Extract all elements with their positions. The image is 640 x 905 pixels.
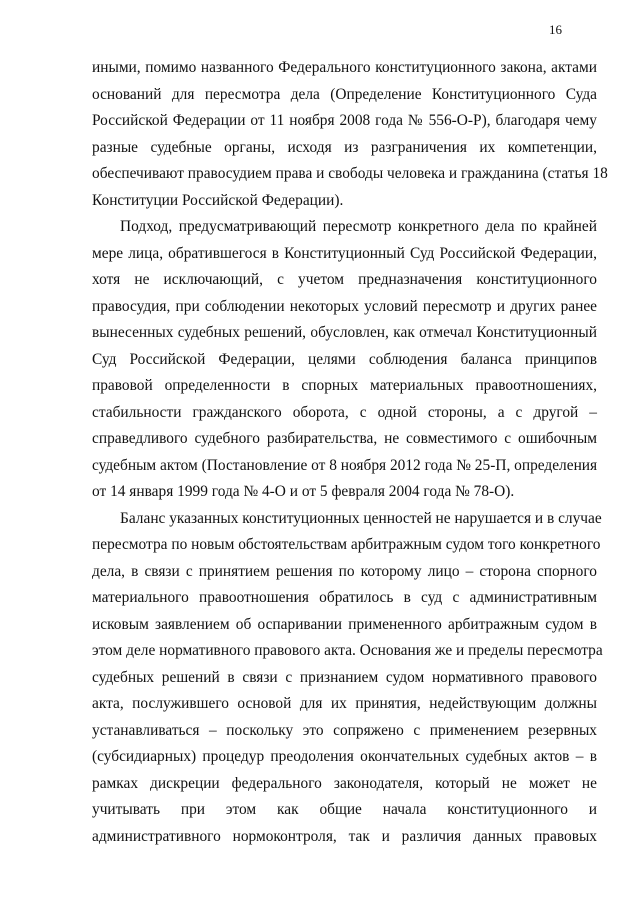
text-line: оснований для пересмотра дела (Определение Конституционного Суда bbox=[92, 85, 597, 103]
text-line: стабильности гражданского оборота, с одной стороны, а с другой – bbox=[92, 403, 597, 421]
text-line: обеспечивают правосудием права и свободы человека и гражданина (статья 18 bbox=[92, 165, 608, 182]
text-line: хотя не исключающий, с учетом предназначения конституционного bbox=[92, 271, 597, 288]
page-number: 16 bbox=[549, 22, 562, 37]
text-line: рамках дискреции федерального законодателя, который не может не bbox=[92, 774, 597, 792]
text-line: этом деле нормативного правового акта. Основания же и пределы пересмотра bbox=[92, 642, 603, 659]
text-line: правосудия, при соблюдении некоторых условий пересмотр и других ранее bbox=[92, 297, 597, 315]
text-line: Конституции Российской Федерации). bbox=[92, 191, 344, 209]
text-line: акта, послужившего основой для их принятия, недействующим должны bbox=[92, 695, 597, 712]
text-line: Баланс указанных конституционных ценностей не нарушается и в случае bbox=[120, 509, 602, 527]
text-line: административного нормоконтроля, так и различия данных правовых bbox=[92, 827, 597, 845]
text-line: правовой определенности в спорных материальных правоотношениях, bbox=[92, 377, 597, 394]
document-body bbox=[92, 55, 608, 850]
text-line: материального правоотношения обратилось в суд с административным bbox=[92, 589, 597, 606]
text-line: справедливого судебного разбирательства, не совместимого с ошибочным bbox=[92, 430, 597, 447]
text-line: вынесенных судебных решений, обусловлен, как отмечал Конституционный bbox=[92, 324, 597, 341]
text-line: от 14 января 1999 года № 4-О и от 5 февраля 2004 года № 78-О). bbox=[92, 483, 515, 500]
text-line: судебным актом (Постановление от 8 ноября 2012 года № 25-П, определения bbox=[92, 456, 598, 474]
text-line: судебных решений в связи с признанием судом нормативного правового bbox=[92, 668, 597, 686]
text-line: Российской Федерации от 11 ноября 2008 года № 556-О-Р), благодаря чему bbox=[92, 112, 597, 129]
text-line: исковым заявлением об оспаривании примененного арбитражным судом в bbox=[92, 615, 597, 633]
text-line: разные судебные органы, исходя из разграничения их компетенции, bbox=[92, 138, 597, 156]
text-line: Подход, предусматривающий пересмотр конкретного дела по крайней bbox=[120, 218, 597, 235]
text-line: иными, помимо названного Федерального конституционного закона, актами bbox=[92, 59, 597, 76]
text-line: мере лица, обратившегося в Конституционный Суд Российской Федерации, bbox=[92, 244, 597, 262]
text-line: (субсидиарных) процедур преодоления окончательных судебных актов – в bbox=[92, 748, 597, 765]
text-line: устанавливаться – поскольку это сопряжено с применением резервных bbox=[92, 721, 597, 739]
text-line: пересмотра по новым обстоятельствам арбитражным судом того конкретного bbox=[92, 536, 601, 553]
text-line: учитывать при этом как общие начала конституционного и bbox=[92, 801, 597, 818]
text-line: дела, в связи с принятием решения по которому лицо – сторона спорного bbox=[92, 562, 597, 580]
text-line: Суд Российской Федерации, целями соблюдения баланса принципов bbox=[92, 350, 597, 368]
